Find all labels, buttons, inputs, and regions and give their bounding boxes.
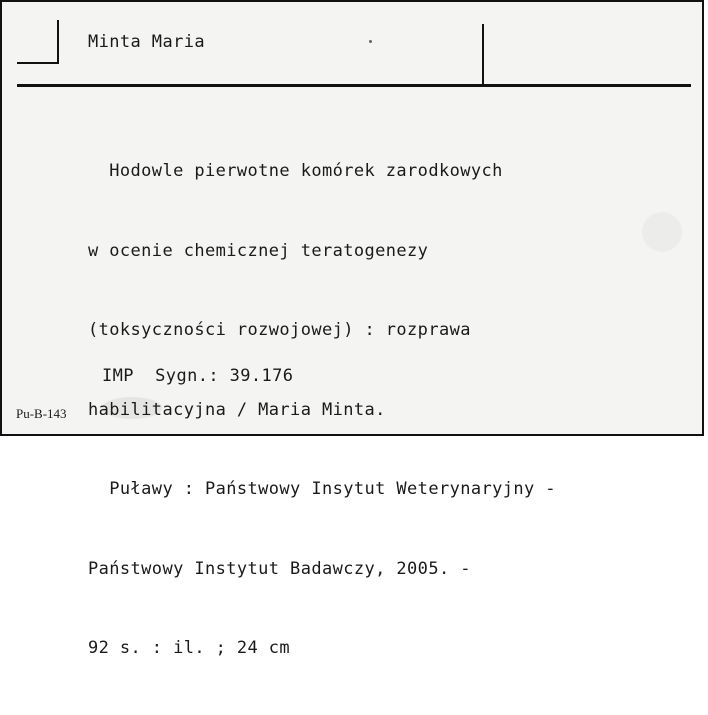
heading-right-rule [482, 24, 484, 86]
description-line: Państwowy Instytut Badawczy, 2005. - [88, 558, 471, 579]
description-line: w ocenie chemicznej teratogenezy [88, 240, 429, 261]
heading-underline-rule [17, 84, 691, 87]
smudge-mark [642, 212, 682, 252]
description-line: Hodowle pierwotne komórek zarodkowych [88, 161, 503, 181]
description-line: (toksyczności rozwojowej) : rozprawa [88, 320, 471, 340]
description-line: 92 s. : il. ; 24 cm [88, 638, 291, 658]
call-number-line: IMP Sygn.: 39.176 [102, 366, 294, 386]
author-bracket-horizontal-rule [17, 62, 59, 64]
description-line: Puławy : Państwowy Insytut Weterynaryjny - [88, 479, 556, 499]
description-line: habilitacyjna / Maria Minta. [88, 399, 386, 420]
author-heading: Minta Maria [88, 32, 205, 52]
shelfmark-label: Pu-B-143 [16, 406, 67, 421]
punch-mark [369, 40, 372, 43]
author-bracket-vertical-rule [57, 20, 59, 64]
bibliographic-description [88, 105, 556, 715]
